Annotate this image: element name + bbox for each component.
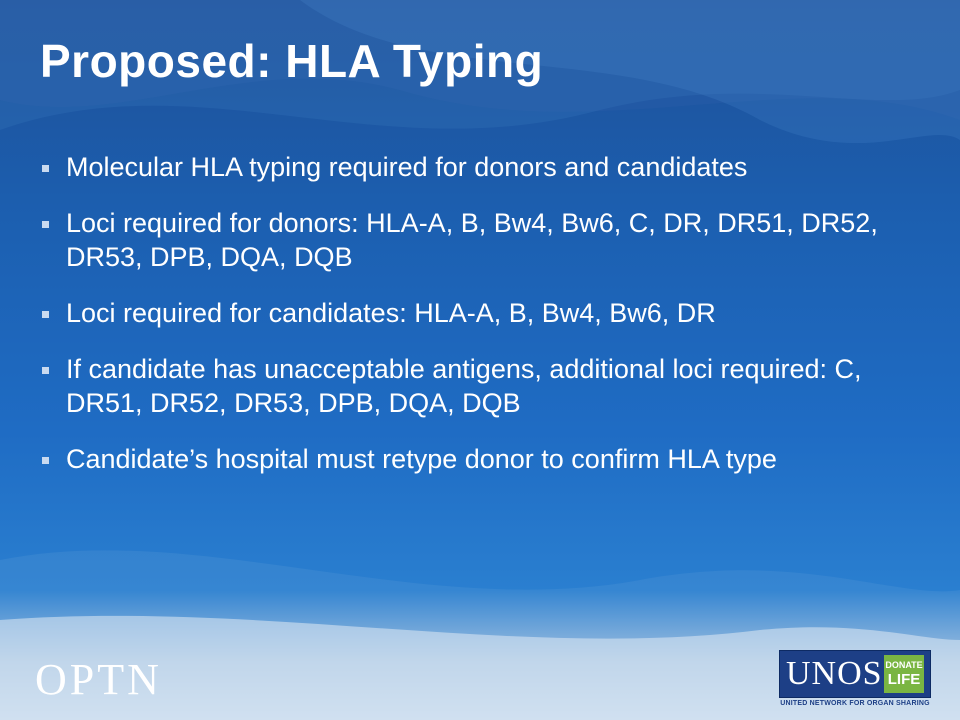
bullet-item <box>36 296 916 330</box>
square-bullet-icon <box>42 457 49 464</box>
unos-logo <box>779 650 931 710</box>
bullet-item <box>36 206 916 274</box>
square-bullet-icon <box>42 221 49 228</box>
square-bullet-icon <box>42 165 49 172</box>
life-text: LIFE <box>887 671 921 688</box>
optn-logo: OPTN <box>35 655 162 704</box>
slide-title: Proposed: HLA Typing <box>40 35 544 87</box>
bullet-text: If candidate has unacceptable antigens, additional loci required: C, DR51, DR52, DR53, DPB, DQA, DQB <box>66 354 862 418</box>
bullet-text: Candidate’s hospital must retype donor to confirm HLA type <box>66 444 777 474</box>
bullet-item <box>36 352 916 420</box>
bullet-text: Molecular HLA typing required for donors and candidates <box>66 152 748 182</box>
unos-tagline: UNITED NETWORK FOR ORGAN SHARING <box>780 700 930 707</box>
donate-text: DONATE <box>885 660 923 670</box>
square-bullet-icon <box>42 367 49 374</box>
unos-logo-text: UNOS <box>786 655 883 692</box>
bullet-item <box>36 150 916 184</box>
donate-life-badge <box>884 655 924 693</box>
square-bullet-icon <box>42 311 49 318</box>
bullet-list <box>36 150 916 498</box>
bullet-text: Loci required for donors: HLA-A, B, Bw4, Bw6, C, DR, DR51, DR52, DR53, DPB, DQA, DQB <box>66 208 878 272</box>
unos-logo-box <box>779 650 931 698</box>
bullet-item <box>36 442 916 476</box>
bullet-text: Loci required for candidates: HLA-A, B, Bw4, Bw6, DR <box>66 298 716 328</box>
